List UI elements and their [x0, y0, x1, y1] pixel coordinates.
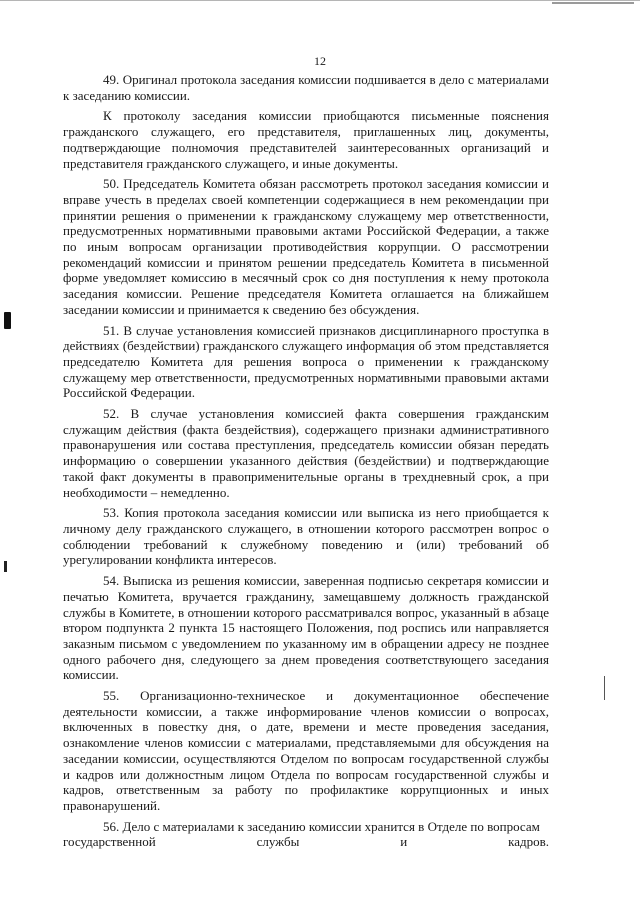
paragraph-49: 49. Оригинал протокола заседания комиссии подшивается в дело с материалами к заседанию комиссии. — [63, 72, 549, 103]
document-body — [63, 72, 549, 850]
last-line-word: и — [400, 834, 408, 850]
page-number: 12 — [314, 54, 326, 68]
scan-artifact-top — [552, 2, 634, 4]
paragraph-53: 53. Копия протокола заседания комиссии или выписка из него приобщается к личному делу гражданского служащего, в отношении которого рассмотрен вопрос о соблюдении требований к служебному поведению и (или) требований об урегулировании конфликта интересов. — [63, 505, 549, 568]
scan-top-border — [0, 0, 640, 11]
paragraph-56-last-line — [63, 834, 549, 850]
binding-hole-mark — [4, 312, 11, 329]
paragraph-52: 52. В случае установления комиссией факта совершения гражданским служащим действия (факта бездействия), содержащего признаки административного правонарушения или состава преступления, председатель комиссии обязан передать информацию о совершении указанного действия (бездействии) и подтверждающие такой факт документы в правоприменительные органы в трехдневный срок, а при необходимости – немедленно. — [63, 406, 549, 500]
paragraph-51: 51. В случае установления комиссией признаков дисциплинарного проступка в действиях (бездействии) гражданского служащего информация об этом представляется председателю Комитета для решения вопроса о применении к гражданскому служащему мер ответственности, предусмотренных нормативными правовыми актами Российской Федерации. — [63, 322, 549, 401]
binding-hole-mark-small — [4, 561, 7, 572]
last-line-word: государственной — [63, 834, 156, 850]
paragraph-56: 56. Дело с материалами к заседанию комиссии хранится в Отделе по вопросам — [103, 818, 540, 834]
paragraph-54: 54. Выписка из решения комиссии, заверенная подписью секретаря комиссии и печатью Комитета, вручается гражданину, замещавшему должность гражданской службы в Комитете, в отношении которого рассматривался вопрос, указанный в абзаце втором подпункта 2 пункта 15 настоящего Положения, под роспись или направляется заказным письмом с уведомлением по указанному им в обращении адресу не позднее одного рабочего дня, следующего за днем проведения соответствующего заседания комиссии. — [63, 573, 549, 683]
last-line-word: службы — [256, 834, 300, 850]
paragraph-50: 50. Председатель Комитета обязан рассмотреть протокол заседания комиссии и вправе учесть в пределах своей компетенции содержащиеся в нем рекомендации при принятии решения о применении к гражданскому служащему мер ответственности, предусмотренных нормативными правовыми актами Российской Федерации, а также по иным вопросам организации противодействия коррупции. О рассмотрении рекомендаций комиссии и принятом решении председатель Комитета в письменной форме уведомляет комиссию в месячный срок со дня поступления к нему протокола заседания комиссии. Решение председателя Комитета оглашается на ближайшем заседании комиссии и принимается к сведению без обсуждения. — [63, 176, 549, 317]
last-line-word: кадров. — [508, 834, 549, 850]
scan-artifact-right — [604, 676, 605, 700]
paragraph-49-attachments: К протоколу заседания комиссии приобщаются письменные пояснения гражданского служащего, его представителя, приглашенных лиц, документы, подтверждающие полномочия представителей заинтересованных организаций и представителя гражданского служащего, и иные документы. — [63, 108, 549, 171]
paragraph-55: 55. Организационно-техническое и документационное обеспечение деятельности комиссии, а также информирование членов комиссии о вопросах, включенных в повестку дня, о дате, времени и месте проведения заседания, ознакомление членов комиссии с материалами, представляемыми для обсуждения на заседании комиссии, осуществляются Отделом по вопросам государственной службы и кадров или должностным лицом Отдела по вопросам государственной службы и кадров, ответственным за работу по профилактике коррупционных и иных правонарушений. — [63, 688, 549, 813]
